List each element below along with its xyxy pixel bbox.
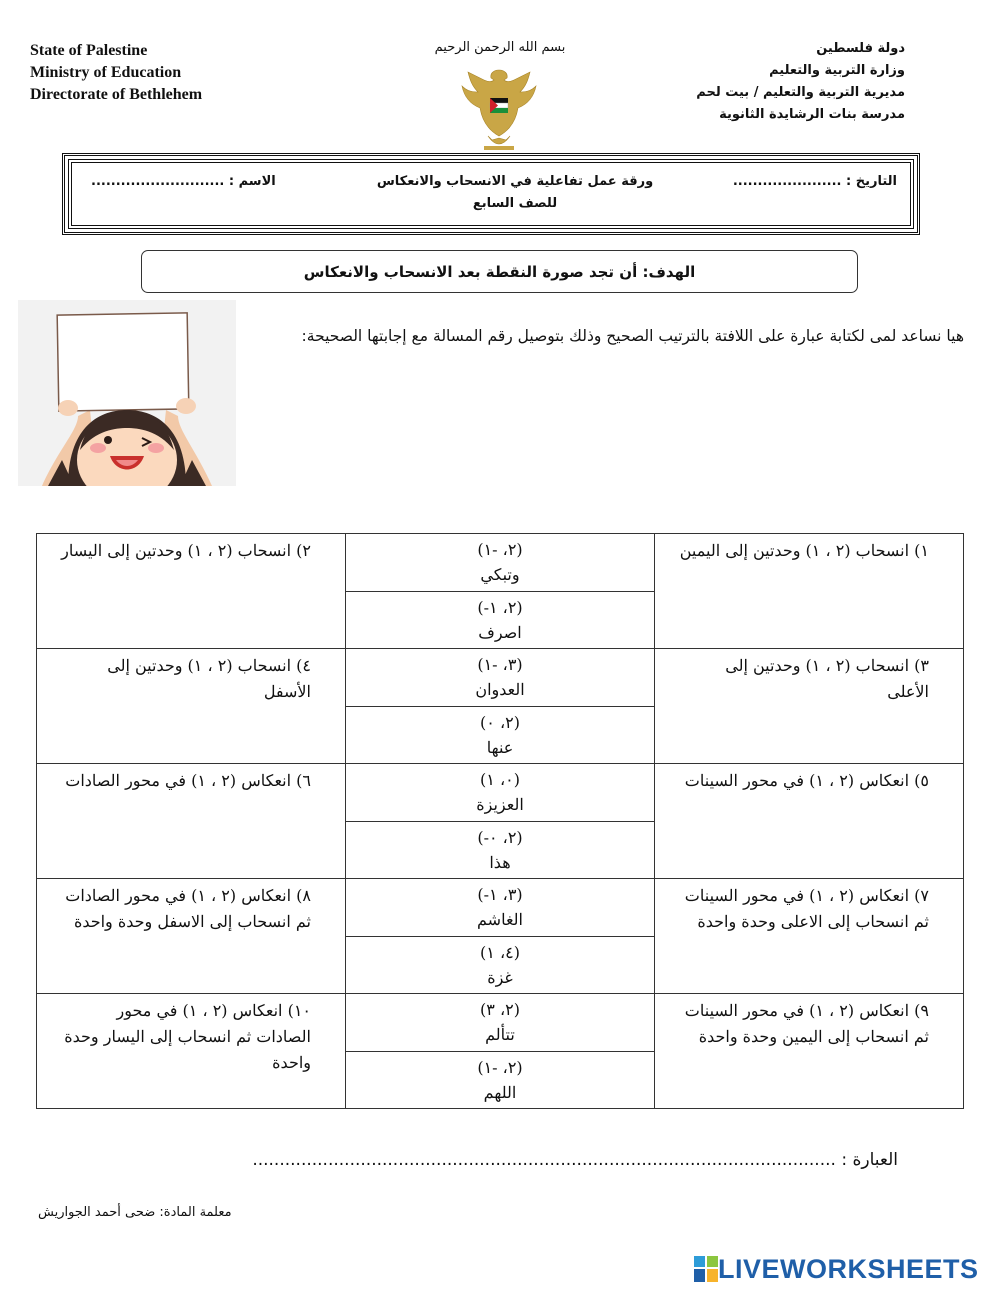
option-box[interactable] <box>346 649 654 706</box>
teacher-name: معلمة المادة: ضحى أحمد الجواريش <box>38 1205 232 1220</box>
directorate-line: Directorate of Bethlehem <box>30 86 203 103</box>
question-8[interactable]: ٨) انعكاس (٢ ، ١) في محور الصادات ثم انسحاب إلى الاسفل وحدة واحدة <box>37 879 346 994</box>
question-6[interactable]: ٦) انعكاس (٢ ، ١) في محور الصادات <box>37 764 346 879</box>
answer-sentence-field[interactable]: العبارة : ............................................................................................................ <box>252 1150 898 1170</box>
palestine-emblem-icon <box>458 64 540 152</box>
name-field[interactable]: الاسم : ........................... <box>91 174 276 189</box>
question-5[interactable]: ٥) انعكاس (٢ ، ١) في محور السينات <box>655 764 964 879</box>
option-box[interactable] <box>346 534 654 591</box>
english-header <box>30 40 202 106</box>
table-row <box>37 649 964 764</box>
ministry-line: Ministry of Education <box>30 64 182 81</box>
option-box[interactable] <box>346 879 654 936</box>
option-word: العزيزة <box>476 795 524 814</box>
options-cell <box>346 994 655 1109</box>
country-line: State of Palestine <box>30 42 148 59</box>
worksheet-title: ورقة عمل تفاعلية في الانسحاب والانعكاس <box>376 174 654 189</box>
option-box[interactable] <box>346 706 654 763</box>
options-cell <box>346 879 655 994</box>
question-4[interactable]: ٤) انسحاب (٢ ، ١) وحدتين إلى الأسفل <box>37 649 346 764</box>
option-coordinate: (٠، ١) <box>480 770 520 789</box>
table-row <box>37 764 964 879</box>
option-coordinate: (-٣، ١) <box>477 885 523 904</box>
option-coordinate: (٢، -١) <box>477 540 523 559</box>
liveworksheets-icon <box>694 1256 718 1282</box>
option-coordinate: (٢، ٣) <box>480 1000 520 1019</box>
option-word: تتألم <box>485 1025 515 1044</box>
question-10[interactable]: ١٠) انعكاس (٢ ، ١) في محور الصادات ثم انسحاب إلى اليسار وحدة واحدة <box>37 994 346 1109</box>
question-1[interactable]: ١) انسحاب (٢ ، ١) وحدتين إلى اليمين <box>655 534 964 649</box>
option-coordinate: (٤، ١) <box>480 943 520 962</box>
options-cell <box>346 534 655 649</box>
options-cell <box>346 649 655 764</box>
option-word: الغاشم <box>477 910 523 929</box>
option-coordinate: (-٢، ١) <box>477 598 523 617</box>
ministry-line-ar: وزارة التربية والتعليم <box>769 63 905 78</box>
arabic-header <box>696 38 905 126</box>
option-box[interactable] <box>346 994 654 1051</box>
instruction-text: هيا نساعد لمى لكتابة عبارة على اللافتة بالترتيب الصحيح وذلك بتوصيل رقم المسالة مع إجابتها الصحيحة: <box>301 327 964 345</box>
goal-text: الهدف: أن تجد صورة النقطة بعد الانسحاب والانعكاس <box>303 262 696 281</box>
question-3[interactable]: ٣) انسحاب (٢ ، ١) وحدتين إلى الأعلى <box>655 649 964 764</box>
title-box <box>62 153 920 235</box>
table-row <box>37 534 964 649</box>
goal-box <box>141 250 858 293</box>
option-word: وتبكي <box>480 565 520 584</box>
option-box[interactable] <box>346 936 654 993</box>
option-word: غزة <box>487 968 513 987</box>
option-coordinate: (٣، -١) <box>477 655 523 674</box>
question-9[interactable]: ٩) انعكاس (٢ ، ١) في محور السينات ثم انسحاب إلى اليمين وحدة واحدة <box>655 994 964 1109</box>
country-line-ar: دولة فلسطين <box>816 41 905 56</box>
question-2[interactable]: ٢) انسحاب (٢ ، ١) وحدتين إلى اليسار <box>37 534 346 649</box>
options-cell <box>346 764 655 879</box>
option-word: هذا <box>489 853 511 872</box>
liveworksheets-logo[interactable] <box>694 1253 979 1285</box>
option-box[interactable] <box>346 821 654 878</box>
option-word: عنها <box>486 738 514 757</box>
girl-holding-sign-illustration <box>18 300 236 486</box>
option-word: اللهم <box>483 1083 517 1102</box>
option-coordinate: (٢، -١) <box>477 1058 523 1077</box>
option-box[interactable] <box>346 591 654 648</box>
school-line-ar: مدرسة بنات الرشايدة الثانوية <box>719 107 905 122</box>
option-box[interactable] <box>346 764 654 821</box>
option-coordinate: (-٢، ٠) <box>477 828 523 847</box>
table-row <box>37 994 964 1109</box>
matching-table <box>36 533 964 1109</box>
date-field[interactable]: التاريخ : ...................... <box>732 174 897 189</box>
grade-label: للصف السابع <box>472 196 558 211</box>
option-word: العدوان <box>475 680 525 699</box>
brand-text: LIVEWORKSHEETS <box>718 1253 979 1284</box>
directorate-line-ar: مديرية التربية والتعليم / بيت لحم <box>696 85 905 100</box>
option-box[interactable] <box>346 1051 654 1108</box>
table-row <box>37 879 964 994</box>
option-coordinate: (٢، ٠) <box>480 713 520 732</box>
basmala: بسم الله الرحمن الرحيم <box>434 40 566 55</box>
question-7[interactable]: ٧) انعكاس (٢ ، ١) في محور السينات ثم انسحاب إلى الاعلى وحدة واحدة <box>655 879 964 994</box>
option-word: اصرف <box>478 623 522 642</box>
